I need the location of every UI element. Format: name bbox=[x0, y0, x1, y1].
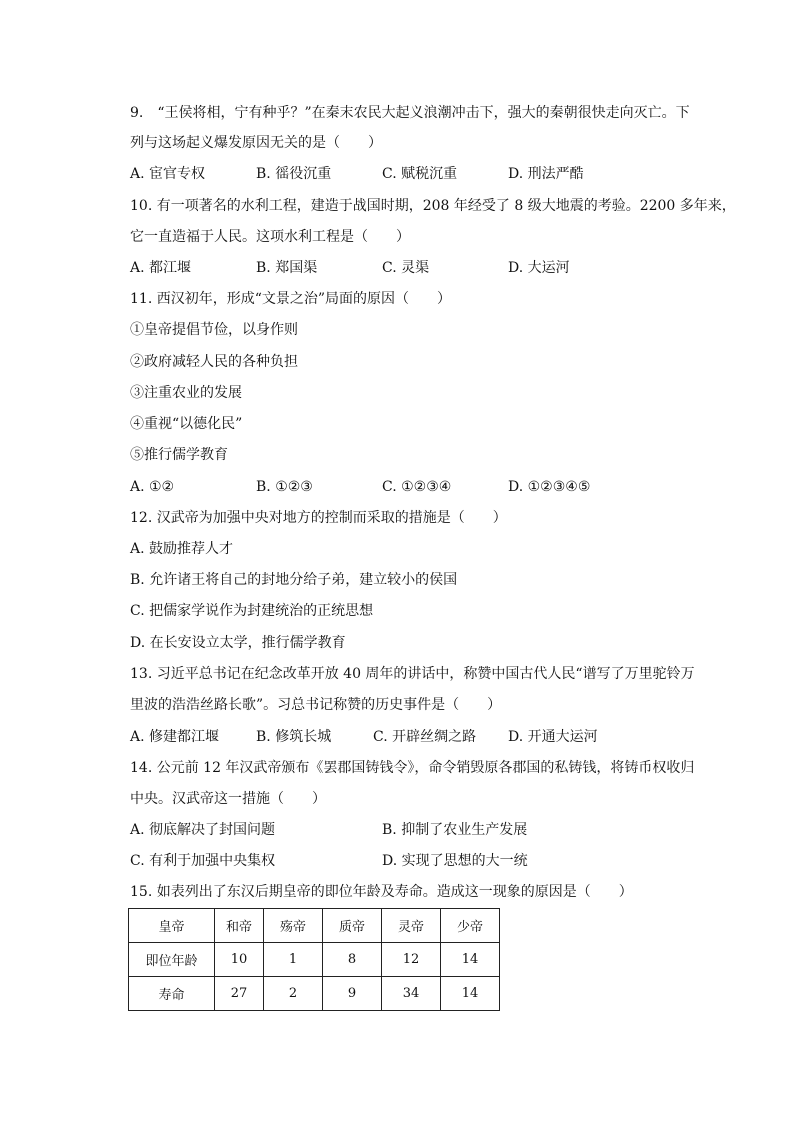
q13-line-2: 里波的浩浩丝路长歌”。习总书记称赞的历史事件是（ ） bbox=[130, 697, 502, 713]
table-cell: 灵帝 bbox=[382, 909, 441, 943]
q10-line-2: 它一直造福于人民。这项水利工程是（ ） bbox=[130, 229, 410, 245]
q14-line-1: 14. 公元前 12 年汉武帝颁布《罢郡国铸钱令》，命令销毁原各郡国的私铸钱，将铸币权收归 bbox=[130, 760, 695, 776]
q12-option-c: C. 把儒家学说作为封建统治的正统思想 bbox=[130, 603, 374, 619]
q14-option-b: B. 抑制了农业生产发展 bbox=[382, 822, 528, 838]
table-cell: 14 bbox=[441, 943, 500, 977]
q13-option-a: A. 修建都江堰 bbox=[130, 729, 220, 745]
q10-option-c: C. 灵渠 bbox=[382, 260, 430, 276]
q14-option-c: C. 有利于加强中央集权 bbox=[130, 853, 276, 869]
q13-option-d: D. 开通大运河 bbox=[508, 729, 598, 745]
q14-option-a: A. 彻底解决了封国问题 bbox=[130, 822, 276, 838]
q10-option-a: A. 都江堰 bbox=[130, 260, 192, 276]
q13-line-1: 13. 习近平总书记在纪念改革开放 40 周年的讲话中，称赞中国古代人民“谱写了万里驼铃万 bbox=[130, 666, 695, 682]
q13-option-c: C. 开辟丝绸之路 bbox=[373, 729, 477, 745]
table-cell: 12 bbox=[382, 943, 441, 977]
q15-line-1: 15. 如表列出了东汉后期皇帝的即位年龄及寿命。造成这一现象的原因是（ ） bbox=[130, 884, 633, 900]
table-cell: 14 bbox=[441, 977, 500, 1011]
table-cell: 27 bbox=[215, 977, 264, 1011]
table-cell: 质帝 bbox=[323, 909, 382, 943]
table-cell: 和帝 bbox=[215, 909, 264, 943]
q10-option-d: D. 大运河 bbox=[508, 260, 570, 276]
q13-option-b: B. 修筑长城 bbox=[256, 729, 332, 745]
table-cell: 9 bbox=[323, 977, 382, 1011]
table-cell: 10 bbox=[215, 943, 264, 977]
q9-option-a: A. 宦官专权 bbox=[130, 166, 206, 182]
q10-option-b: B. 郑国渠 bbox=[256, 260, 318, 276]
table-cell: 少帝 bbox=[441, 909, 500, 943]
table-cell: 8 bbox=[323, 943, 382, 977]
table-cell: 2 bbox=[264, 977, 323, 1011]
q9-option-c: C. 赋税沉重 bbox=[382, 166, 458, 182]
table-cell: 皇帝 bbox=[129, 909, 215, 943]
table-header-row bbox=[129, 909, 500, 943]
q12-line-1: 12. 汉武帝为加强中央对地方的控制而采取的措施是（ ） bbox=[130, 510, 507, 526]
q14-option-d: D. 实现了思想的大一统 bbox=[382, 853, 528, 869]
table-cell: 寿命 bbox=[129, 977, 215, 1011]
q11-line-6: ⑤推行儒学教育 bbox=[130, 447, 228, 463]
q11-line-5: ④重视“以德化民” bbox=[130, 416, 243, 432]
q11-line-4: ③注重农业的发展 bbox=[130, 385, 242, 401]
table-row bbox=[129, 977, 500, 1011]
q9-option-b: B. 徭役沉重 bbox=[256, 166, 332, 182]
q10-line-1: 10. 有一项著名的水利工程，建造于战国时期，208 年经受了 8 级大地震的考验。2200 多年来， bbox=[130, 198, 736, 214]
emperor-table bbox=[128, 908, 500, 1011]
table-cell: 1 bbox=[264, 943, 323, 977]
table-row bbox=[129, 943, 500, 977]
q11-line-1: 11. 西汉初年，形成“文景之治”局面的原因（ ） bbox=[130, 291, 452, 307]
q9-line-1: 9. “王侯将相，宁有种乎？”在秦末农民大起义浪潮冲击下，强大的秦朝很快走向灭亡。下 bbox=[130, 105, 690, 121]
q11-option-a: A. ①② bbox=[130, 479, 175, 495]
q11-option-c: C. ①②③④ bbox=[382, 479, 452, 495]
table-cell: 即位年龄 bbox=[129, 943, 215, 977]
table-cell: 34 bbox=[382, 977, 441, 1011]
q11-option-d: D. ①②③④⑤ bbox=[508, 479, 591, 495]
table-cell: 殇帝 bbox=[264, 909, 323, 943]
q12-option-b: B. 允许诸王将自己的封地分给子弟，建立较小的侯国 bbox=[130, 572, 458, 588]
q12-option-d: D. 在长安设立太学，推行儒学教育 bbox=[130, 635, 346, 651]
q11-option-b: B. ①②③ bbox=[256, 479, 313, 495]
q9-option-d: D. 刑法严酷 bbox=[508, 166, 584, 182]
q11-line-3: ②政府减轻人民的各种负担 bbox=[130, 354, 298, 370]
q12-option-a: A. 鼓励推荐人才 bbox=[130, 541, 234, 557]
q9-line-2: 列与这场起义爆发原因无关的是（ ） bbox=[130, 135, 382, 151]
q11-line-2: ①皇帝提倡节俭，以身作则 bbox=[130, 322, 298, 338]
q14-line-2: 中央。汉武帝这一措施（ ） bbox=[130, 791, 326, 807]
